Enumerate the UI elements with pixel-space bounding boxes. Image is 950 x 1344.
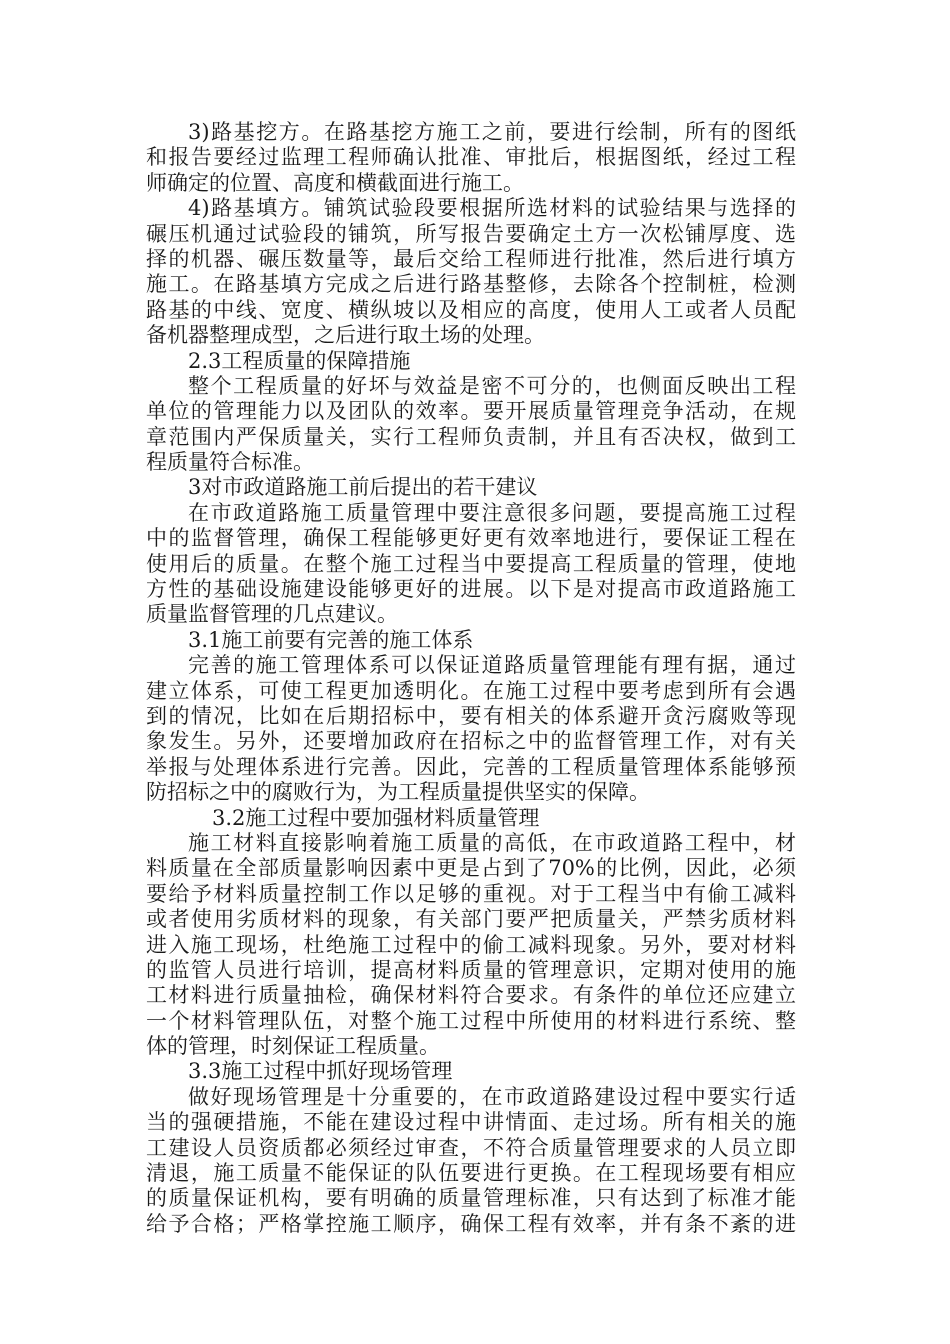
paragraph-line: 做好现场管理是十分重要的，在市政道路建设过程中要实行适 <box>188 1084 796 1109</box>
section-heading: 2.3工程质量的保障措施 <box>188 348 411 373</box>
paragraph-line: 到的情况，比如在后期招标中，要有相关的体系避开贪污腐败等现 <box>146 703 796 728</box>
paragraph-line: 择的机器、碾压数量等，最后交给工程师进行批准，然后进行填方 <box>146 246 796 271</box>
paragraph-line: 备机器整理成型，之后进行取土场的处理。 <box>146 323 545 348</box>
paragraph-line: 4)路基填方。铺筑试验段要根据所选材料的试验结果与选择的 <box>188 196 796 221</box>
paragraph-line: 一个材料管理队伍，对整个施工过程中所使用的材料进行系统、整 <box>146 1008 796 1033</box>
paragraph-line: 整个工程质量的好坏与效益是密不可分的，也侧面反映出工程 <box>188 373 796 398</box>
paragraph-line: 清退，施工质量不能保证的队伍要进行更换。在工程现场要有相应 <box>146 1161 796 1186</box>
section-heading: 3.3施工过程中抓好现场管理 <box>188 1059 453 1084</box>
paragraph-line: 单位的管理能力以及团队的效率。要开展质量管理竞争活动，在规 <box>146 399 796 424</box>
section-heading: 3.2施工过程中要加强材料质量管理 <box>212 805 540 830</box>
paragraph-line: 象发生。另外，还要增加政府在招标之中的监督管理工作，对有关 <box>146 729 796 754</box>
paragraph-line: 和报告要经过监理工程师确认批准、审批后，根据图纸，经过工程 <box>146 145 796 170</box>
paragraph-line: 当的强硬措施，不能在建设过程中讲情面、走过场。所有相关的施 <box>146 1110 796 1135</box>
paragraph-line: 施工材料直接影响着施工质量的高低，在市政道路工程中，材 <box>188 830 796 855</box>
paragraph-line: 使用后的质量。在整个施工过程当中要提高工程质量的管理，使地 <box>146 551 796 576</box>
paragraph-line: 要给予材料质量控制工作以足够的重视。对于工程当中有偷工减料 <box>146 881 796 906</box>
section-heading: 3.1施工前要有完善的施工体系 <box>188 627 474 652</box>
paragraph-line: 施工。在路基填方完成之后进行路基整修，去除各个控制桩，检测 <box>146 272 796 297</box>
paragraph-line: 质量监督管理的几点建议。 <box>146 602 398 627</box>
paragraph-line: 防招标之中的腐败行为，为工程质量提供坚实的保障。 <box>146 780 650 805</box>
paragraph-line: 体的管理，时刻保证工程质量。 <box>146 1034 440 1059</box>
paragraph-line: 方性的基础设施建设能够更好的进展。以下是对提高市政道路施工 <box>146 577 796 602</box>
paragraph-line: 3)路基挖方。在路基挖方施工之前，要进行绘制，所有的图纸 <box>188 120 796 144</box>
paragraph-line: 建立体系，可使工程更加透明化。在施工过程中要考虑到所有会遇 <box>146 678 796 703</box>
paragraph-line: 进入施工现场，杜绝施工过程中的偷工减料现象。另外，要对材料 <box>146 932 796 957</box>
paragraph-line: 碾压机通过试验段的铺筑，所写报告要确定土方一次松铺厚度、选 <box>146 221 796 246</box>
section-heading: 3对市政道路施工前后提出的若干建议 <box>188 475 538 500</box>
paragraph-line: 的监管人员进行培训，提高材料质量的管理意识，定期对使用的施 <box>146 957 796 982</box>
paragraph-line: 在市政道路施工质量管理中要注意很多问题，要提高施工过程 <box>188 500 796 525</box>
paragraph-line: 给予合格；严格掌控施工顺序，确保工程有效率，并有条不紊的进 <box>146 1211 796 1236</box>
paragraph-line: 程质量符合标准。 <box>146 450 314 475</box>
paragraph-line: 的质量保证机构，要有明确的质量管理标准，只有达到了标准才能 <box>146 1186 796 1211</box>
paragraph-line: 中的监督管理，确保工程能够更好更有效率地进行，要保证工程在 <box>146 526 796 551</box>
paragraph-line: 料质量在全部质量影响因素中更是占到了70%的比例，因此，必须 <box>146 856 796 881</box>
paragraph-line: 章范围内严保质量关，实行工程师负责制，并且有否决权，做到工 <box>146 424 796 449</box>
paragraph-line: 师确定的位置、高度和横截面进行施工。 <box>146 170 524 195</box>
paragraph-line: 工材料进行质量抽检，确保材料符合要求。有条件的单位还应建立 <box>146 983 796 1008</box>
paragraph-line: 举报与处理体系进行完善。因此，完善的工程质量管理体系能够预 <box>146 754 796 779</box>
paragraph-line: 工建设人员资质都必须经过审查，不符合质量管理要求的人员立即 <box>146 1135 796 1160</box>
paragraph-line: 或者使用劣质材料的现象，有关部门要严把质量关，严禁劣质材料 <box>146 907 796 932</box>
paragraph-line: 路基的中线、宽度、横纵坡以及相应的高度，使用人工或者人员配 <box>146 297 796 322</box>
document-body <box>146 120 796 1237</box>
paragraph-line: 完善的施工管理体系可以保证道路质量管理能有理有据，通过 <box>188 653 796 678</box>
